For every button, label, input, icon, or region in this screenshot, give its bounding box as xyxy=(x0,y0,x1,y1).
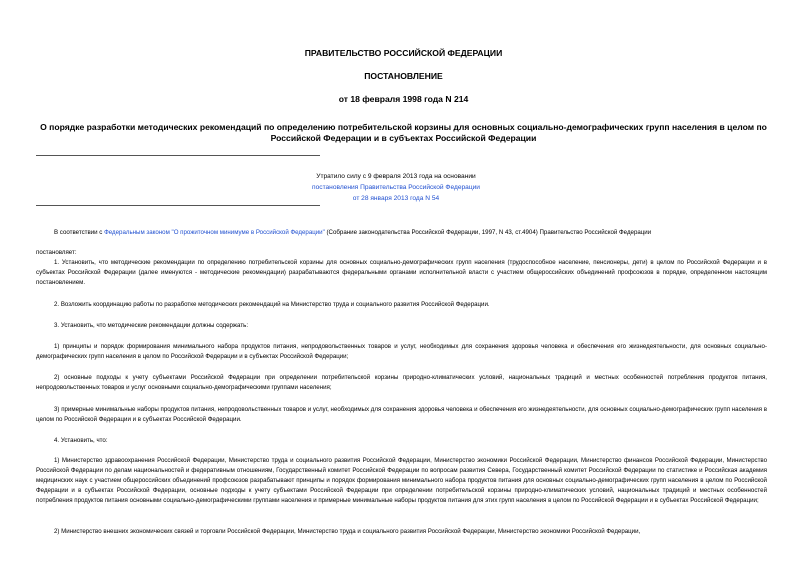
paragraph-4-1: 1) Министерство здравоохранения Российской Федерации, Министерство труда и социального развития Российской Федерации, Министерство экономики Российской Федерации, Министерство финансов Российской Федерации, Министерство Российской Федерации по делам национальностей и федеративным отношениям, Государственный комитет Российской Федерации по вопросам развития Севера, Государственный комитет Российской Федерации по статистике и Российская академия медицинских наук с участием общероссийских объединений профсоюзов разрабатывают принципы и порядок формирования минимального набора продуктов питания для основных социально-демографических групп населения в целом по Российской Федерации и в субъектах Российской Федерации, основные подходы к учету субъектами Российской Федерации при определении потребительской корзины природно-климатических условий, национальных традиций и местных особенностей потребления продуктов питания основными социально-демографическими группами населения и примерные минимальные наборы продуктов питания для этих групп населения в целом по Российской Федерации и в субъектах Российской Федерации; xyxy=(36,457,767,504)
top-divider xyxy=(36,155,320,156)
document-type: ПОСТАНОВЛЕНИЕ xyxy=(364,71,443,81)
paragraph-2: 2. Возложить координацию работы по разработке методических рекомендаций на Министерство труда и социального развития Российской Федерации. xyxy=(54,301,490,308)
paragraph-4-2: 2) Министерство внешних экономических связей и торговли Российской Федерации, Министерство труда и социального развития Российской Федерации, Министерство экономики Российской Федерации, xyxy=(54,528,641,535)
repeal-decree-link-line1: постановления Правительства Российской Федерации xyxy=(312,184,480,191)
paragraph-3-1: 1) принципы и порядок формирования минимального набора продуктов питания, непродовольственных товаров и услуг, необходимых для сохранения здоровья человека и обеспечения его жизнедеятельности, для основных социально-демографических групп населения в целом по Российской Федерации и в субъектах Российской Федерации; xyxy=(36,343,767,360)
document-title: О порядке разработки методических рекомендаций по определению потребительской корзины для основных социально-демографических групп населения в целом по Российской Федерации и в субъектах Российской Федерации xyxy=(40,122,767,143)
status-note xyxy=(236,171,556,204)
intro-pre: В соответствии с xyxy=(54,229,105,236)
paragraph-3: 3. Установить, что методические рекомендации должны содержать: xyxy=(54,322,249,329)
paragraph-1: 1. Установить, что методические рекомендации по определению потребительской корзины для основных социально-демографических групп населения (трудоспособное население, пенсионеры, дети) в целом по Российской Федерации и в субъектах Российской Федерации (далее именуются - методические рекомендации) разрабатываются федеральными органами исполнительной власти с участием общероссийских объединений профсоюзов в порядке, определенном настоящим постановлением. xyxy=(36,259,767,286)
bottom-divider xyxy=(36,205,320,206)
intro-paragraph xyxy=(36,228,767,238)
paragraph-3-2: 2) основные подходы к учету субъектами Российской Федерации при определении потребительской корзины природно-климатических условий, национальных традиций и местных особенностей потребления продуктов питания, непродовольственных товаров и услуг основными социально-демографическими группами населения; xyxy=(36,374,767,391)
status-note-text: Утратило силу с 9 февраля 2013 года на основании xyxy=(316,173,476,180)
paragraph-3-3: 3) примерные минимальные наборы продуктов питания, непродовольственных товаров и услуг, необходимых для сохранения здоровья человека и обеспечения его жизнедеятельности, для основных социально-демографических групп населения в целом по Российской Федерации и в субъектах Российской Федерации. xyxy=(36,406,767,423)
repeal-decree-link-line2: от 28 января 2013 года N 54 xyxy=(352,195,440,202)
federal-law-link[interactable]: Федеральным законом "О прожиточном минимуме в Российской Федерации" xyxy=(104,229,325,236)
government-heading: ПРАВИТЕЛЬСТВО РОССИЙСКОЙ ФЕДЕРАЦИИ xyxy=(304,48,503,58)
paragraph-4: 4. Установить, что: xyxy=(54,437,108,444)
document-date-number: от 18 февраля 1998 года N 214 xyxy=(338,94,469,104)
resolves-text: постановляет: xyxy=(36,249,77,256)
repeal-decree-link[interactable] xyxy=(236,182,556,193)
intro-post: (Собрание законодательства Российской Федерации, 1997, N 43, ст.4904) Правительство Российской Федерации xyxy=(324,229,652,236)
repeal-decree-link-date[interactable] xyxy=(236,193,556,204)
